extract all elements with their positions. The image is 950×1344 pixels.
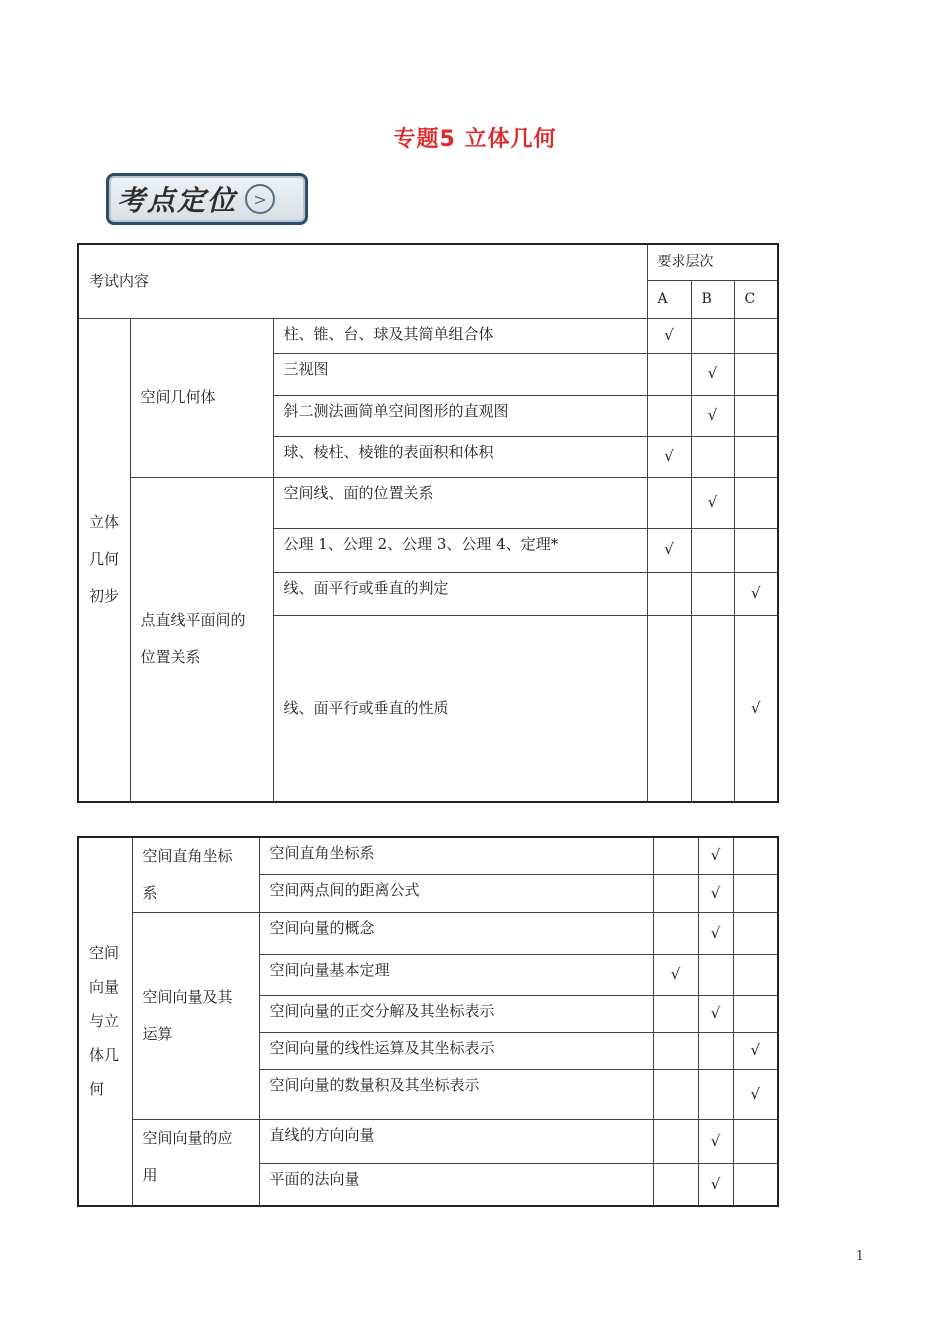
requirements-table-2	[77, 836, 779, 1207]
check-a	[653, 1164, 698, 1206]
group-name-line: 空间向量的应	[142, 1129, 233, 1147]
section-line: 初步	[89, 587, 120, 606]
check-a	[647, 477, 691, 528]
check-c: √	[733, 1033, 778, 1070]
check-c	[734, 353, 778, 395]
check-b: √	[698, 837, 733, 875]
check-b: √	[691, 477, 734, 528]
group-name-cell	[130, 477, 273, 802]
header-content: 考试内容	[78, 244, 647, 318]
check-c	[734, 436, 778, 477]
check-b: √	[698, 1120, 733, 1164]
check-b	[698, 1033, 733, 1070]
group-name-line: 空间向量及其	[142, 988, 233, 1006]
check-b	[691, 615, 734, 802]
check-b	[698, 955, 733, 996]
section-line: 立体	[89, 513, 120, 532]
item-cell: 柱、锥、台、球及其简单组合体	[273, 318, 647, 353]
item-cell: 线、面平行或垂直的性质	[273, 615, 647, 802]
check-c: √	[734, 615, 778, 802]
chevron-right-circle-icon: >	[245, 184, 275, 214]
check-c	[733, 875, 778, 913]
header-a: A	[647, 280, 691, 318]
group-name-line: 系	[142, 884, 158, 902]
check-c	[733, 996, 778, 1033]
group-name: 空间几何体	[130, 318, 273, 477]
group-name-cell	[132, 1120, 259, 1206]
group-name-line: 运算	[142, 1025, 173, 1043]
check-c	[733, 837, 778, 875]
check-c	[734, 318, 778, 353]
check-c	[733, 955, 778, 996]
header-level: 要求层次	[647, 244, 778, 280]
item-cell: 公理 1、公理 2、公理 3、公理 4、定理*	[273, 528, 647, 572]
section-cell	[78, 318, 130, 802]
group-name-cell	[132, 837, 259, 913]
check-b	[691, 436, 734, 477]
check-b	[691, 572, 734, 615]
item-cell: 空间直角坐标系	[259, 837, 653, 875]
group-name-line: 用	[142, 1166, 158, 1184]
item-cell: 空间向量基本定理	[259, 955, 653, 996]
check-a	[653, 875, 698, 913]
page-number: 1	[855, 1249, 864, 1264]
item-cell: 空间向量的线性运算及其坐标表示	[259, 1033, 653, 1070]
check-a	[653, 1070, 698, 1120]
check-a: √	[647, 528, 691, 572]
requirements-table-1	[77, 243, 779, 803]
check-a	[653, 1120, 698, 1164]
check-b	[698, 1070, 733, 1120]
section-line: 何	[89, 1080, 105, 1099]
item-cell: 空间向量的概念	[259, 913, 653, 955]
item-cell: 空间两点间的距离公式	[259, 875, 653, 913]
check-a	[647, 353, 691, 395]
check-b: √	[698, 913, 733, 955]
item-cell: 球、棱柱、棱锥的表面积和体积	[273, 436, 647, 477]
check-b: √	[698, 996, 733, 1033]
section-line: 几何	[89, 550, 120, 569]
check-a: √	[653, 955, 698, 996]
header-b: B	[691, 280, 734, 318]
check-c: √	[733, 1070, 778, 1120]
group-name-line: 点直线平面间的	[140, 611, 246, 630]
check-c	[734, 395, 778, 436]
section-line: 向量	[89, 978, 120, 997]
section-line: 空间	[89, 944, 120, 963]
item-cell: 空间向量的数量积及其坐标表示	[259, 1070, 653, 1120]
check-b: √	[691, 395, 734, 436]
check-a	[653, 837, 698, 875]
check-b: √	[691, 353, 734, 395]
section-line: 与立	[89, 1012, 120, 1031]
group-name-line: 空间直角坐标	[142, 847, 233, 865]
check-c	[733, 913, 778, 955]
item-cell: 平面的法向量	[259, 1164, 653, 1206]
section-cell	[78, 837, 132, 1206]
banner-label: 考点定位	[117, 184, 238, 217]
check-a: √	[647, 318, 691, 353]
check-a	[653, 996, 698, 1033]
check-a	[647, 572, 691, 615]
check-b	[691, 528, 734, 572]
check-a	[653, 1033, 698, 1070]
check-b: √	[698, 875, 733, 913]
item-cell: 三视图	[273, 353, 647, 395]
item-cell: 直线的方向向量	[259, 1120, 653, 1164]
check-a: √	[647, 436, 691, 477]
check-c	[733, 1120, 778, 1164]
check-c	[734, 528, 778, 572]
section-banner	[106, 173, 308, 225]
item-cell: 空间向量的正交分解及其坐标表示	[259, 996, 653, 1033]
check-a	[647, 615, 691, 802]
check-b: √	[698, 1164, 733, 1206]
item-cell: 空间线、面的位置关系	[273, 477, 647, 528]
check-c	[734, 477, 778, 528]
check-c	[733, 1164, 778, 1206]
check-a	[647, 395, 691, 436]
section-line: 体几	[89, 1046, 120, 1065]
page-title: 专题5 立体几何	[393, 127, 557, 152]
header-c: C	[734, 280, 778, 318]
item-cell: 线、面平行或垂直的判定	[273, 572, 647, 615]
group-name-line: 位置关系	[140, 648, 201, 667]
check-c: √	[734, 572, 778, 615]
item-cell: 斜二测法画简单空间图形的直观图	[273, 395, 647, 436]
check-a	[653, 913, 698, 955]
check-b	[691, 318, 734, 353]
group-name-cell	[132, 913, 259, 1120]
